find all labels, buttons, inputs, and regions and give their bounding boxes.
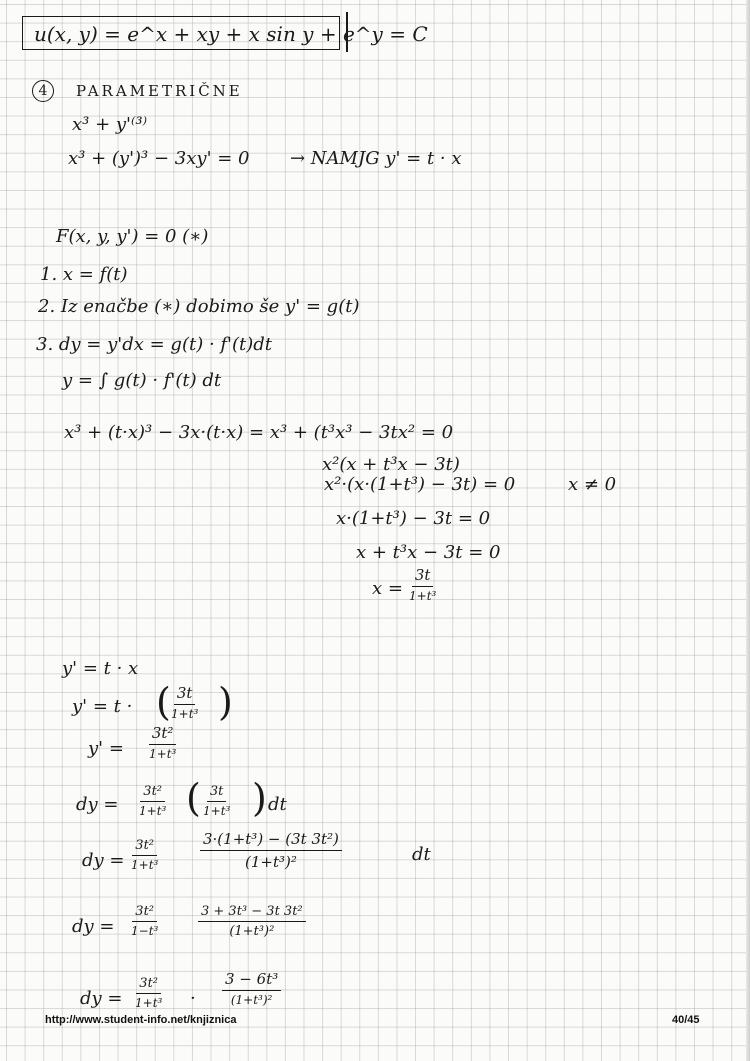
multiplication-dot: ·: [190, 988, 196, 1009]
fraction-numerator: 3 + 3t³ − 3t 3t²: [198, 904, 306, 922]
fraction-denominator: (1+t³)²: [245, 853, 297, 871]
dy-line-4-fraction-a: [132, 976, 165, 1010]
dy-line-4-fraction-b: [222, 970, 281, 1007]
derivation-line-1: x³ + (t·x)³ − 3x·(t·x) = x³ + (t³x³ − 3tx² = 0: [64, 422, 454, 443]
equation-line-2: x³ + (y')³ − 3xy' = 0: [68, 148, 250, 169]
dy-line-1-fraction-b: [200, 784, 233, 818]
general-form: F(x, y, y') = 0 (∗): [56, 226, 209, 247]
fraction-numerator: 3t²: [132, 904, 157, 922]
fraction-numerator: 3t²: [132, 838, 157, 856]
derivation-line-5: x + t³x − 3t = 0: [356, 542, 501, 563]
step-3: 3. dy = y'dx = g(t) · f'(t)dt: [36, 334, 273, 355]
fraction-numerator: 3·(1+t³) − (3t 3t²): [200, 830, 342, 851]
fraction-numerator: 3t: [412, 566, 434, 587]
dy-line-2-fraction-a: [128, 838, 161, 872]
derivation-line-4: x·(1+t³) − 3t = 0: [336, 508, 491, 529]
fraction-denominator: (1+t³)²: [229, 924, 275, 939]
x-result-lhs: x =: [372, 578, 403, 599]
fraction-denominator: 1+t³: [139, 804, 167, 818]
fraction-numerator: 3t: [207, 784, 227, 802]
step-1: 1. x = f(t): [40, 264, 128, 285]
scan-edge: [746, 0, 750, 1061]
step-2: 2. Iz enačbe (∗) dobimo še y' = g(t): [38, 296, 360, 317]
fraction-denominator: 1−t³: [131, 924, 159, 938]
close-paren: ): [218, 680, 233, 724]
section-number: 4: [32, 80, 54, 102]
derivation-line-2: x²(x + t³x − 3t): [322, 454, 460, 475]
dy-line-2-lhs: dy =: [82, 850, 125, 871]
yprime-line-1: y' = t · x: [62, 658, 139, 679]
dy-line-1-lhs: dy =: [76, 794, 119, 815]
fraction-denominator: 1+t³: [131, 858, 159, 872]
yprime-line-3-fraction: [146, 724, 179, 761]
footer-url: http://www.student-info.net/knjiznica: [45, 1014, 237, 1026]
fraction-numerator: 3 − 6t³: [222, 970, 281, 991]
boxed-equation: u(x, y) = e^x + xy + x sin y + e^y = C: [34, 22, 428, 46]
fraction-denominator: (1+t³)²: [230, 993, 273, 1007]
dy-line-2-dt: dt: [412, 844, 431, 865]
yprime-line-2-fraction: [168, 684, 201, 721]
fraction-numerator: 3t²: [136, 976, 161, 994]
yprime-line-2-lhs: y' = t ·: [72, 696, 133, 717]
fraction-denominator: 1+t³: [171, 707, 199, 721]
dy-line-1-fraction-a: [136, 784, 169, 818]
dy-line-3-fraction-b: [198, 904, 306, 939]
open-paren: (: [156, 680, 171, 724]
fraction-denominator: 1+t³: [135, 996, 163, 1010]
yprime-line-3-lhs: y' =: [88, 738, 124, 759]
section-title: PARAMETRIČNE: [76, 82, 243, 100]
fraction-numerator: 3t²: [149, 724, 177, 745]
fraction-numerator: 3t: [174, 684, 196, 705]
dy-line-4-lhs: dy =: [80, 988, 123, 1009]
fraction-numerator: 3t²: [140, 784, 165, 802]
condition: x ≠ 0: [568, 474, 617, 495]
dy-line-1-dt: dt: [268, 794, 287, 815]
integral-formula: y = ∫ g(t) · f'(t) dt: [62, 370, 222, 391]
dy-line-3-lhs: dy =: [72, 916, 115, 937]
close-paren: ): [252, 776, 267, 820]
substitution-note: → NAMJG y' = t · x: [290, 148, 462, 169]
fraction-denominator: 1+t³: [149, 747, 177, 761]
fraction-denominator: 1+t³: [409, 589, 437, 603]
x-result-fraction: [406, 566, 439, 603]
dy-line-3-fraction-a: [128, 904, 161, 938]
derivation-line-3: x²·(x·(1+t³) − 3t) = 0: [324, 474, 516, 495]
fraction-denominator: 1+t³: [203, 804, 231, 818]
equation-line-1: x³ + y'⁽³⁾: [72, 114, 148, 135]
page-number: 40/45: [672, 1014, 700, 1026]
dy-line-2-fraction-c: [200, 830, 342, 871]
open-paren: (: [186, 776, 201, 820]
